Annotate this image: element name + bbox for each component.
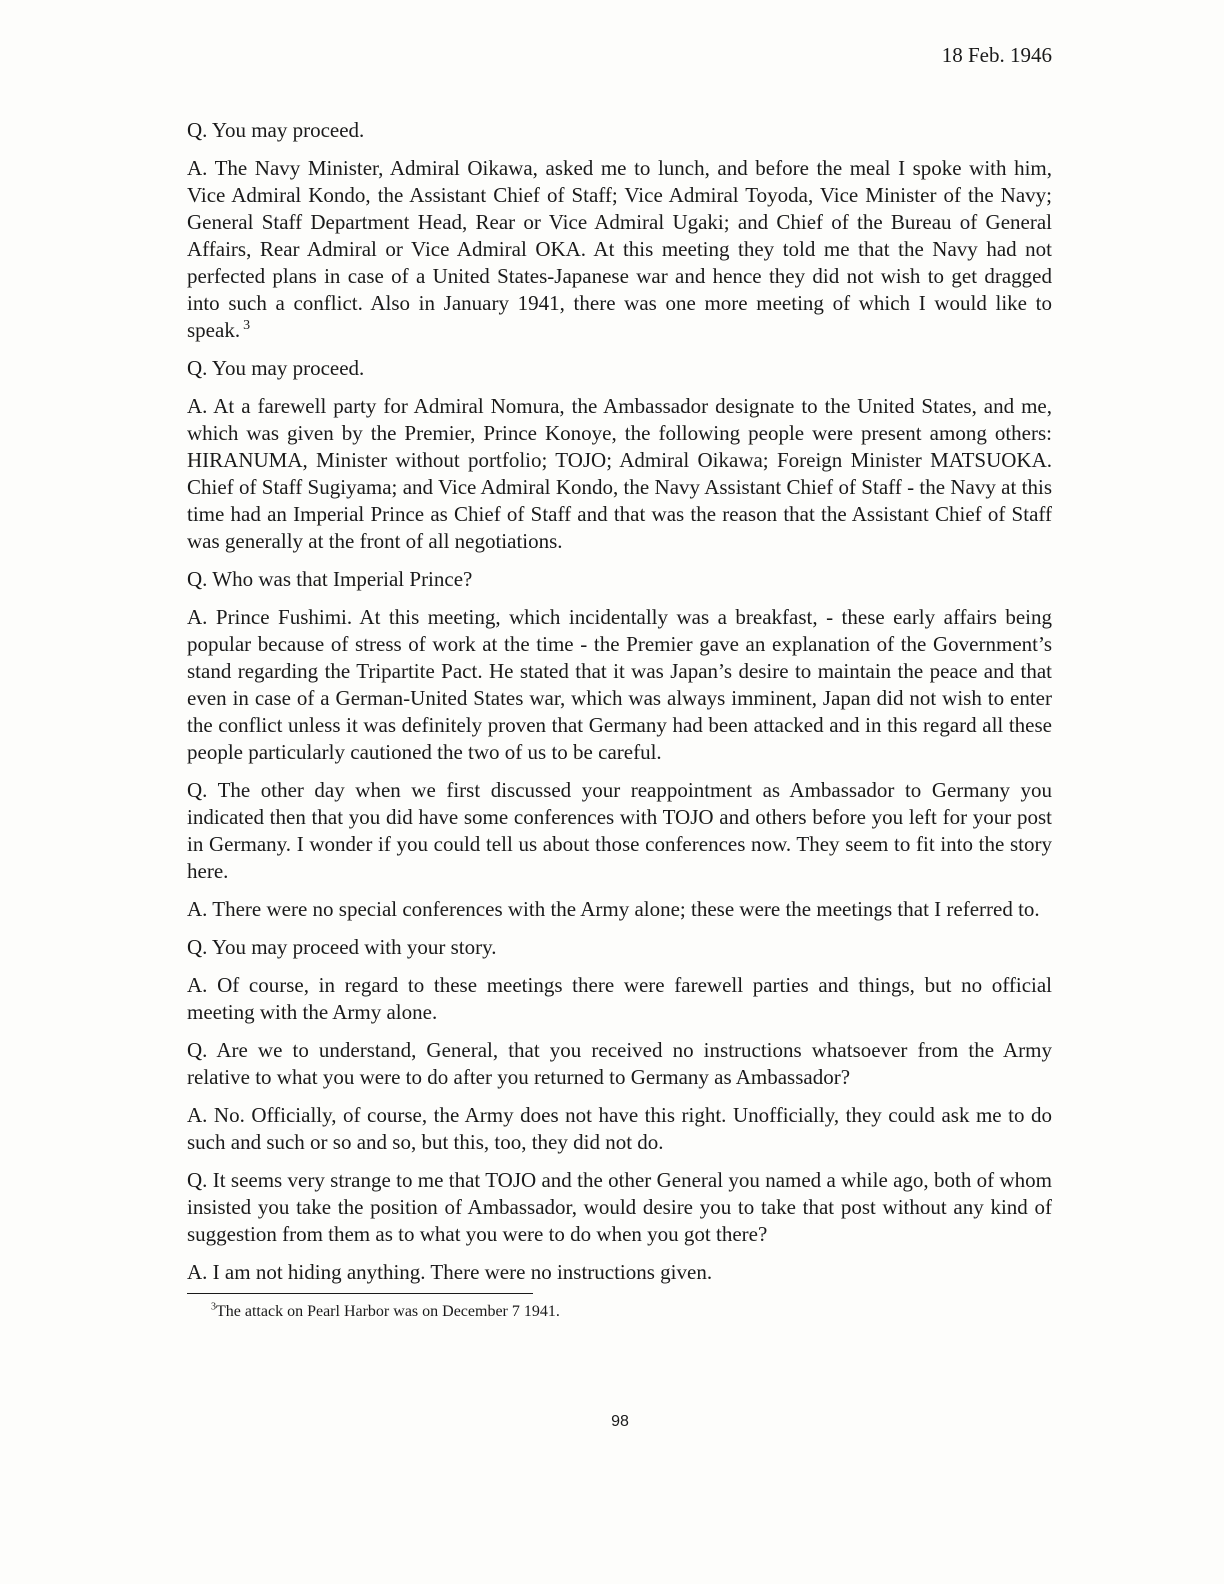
page-number: 98 bbox=[611, 1413, 629, 1430]
paragraph: Q. Are we to understand, General, that you received no instructions whatsoever from the Army relative to what you were to do after you returned to Germany as Ambassador? bbox=[187, 1038, 1052, 1089]
paragraph: A. There were no special conferences with the Army alone; these were the meetings that I referred to. bbox=[187, 897, 1040, 921]
footnote-divider bbox=[187, 1293, 533, 1294]
paragraph: Q. You may proceed. bbox=[187, 118, 365, 142]
footnote-reference: 3 bbox=[243, 318, 251, 333]
transcript-body bbox=[187, 117, 1052, 1322]
footnote bbox=[211, 1301, 1052, 1322]
paragraph: A. I am not hiding anything. There were no instructions given. bbox=[187, 1260, 713, 1284]
footnote-marker: 3 bbox=[211, 1301, 216, 1313]
paragraph: A. The Navy Minister, Admiral Oikawa, asked me to lunch, and before the meal I spoke with him, Vice Admiral Kondo, the Assistant Chief of Staff; Vice Admiral Toyoda, Vice Minister of the Navy; General Staff Department Head, Rear or Vice Admiral Ugaki; and Chief of the Bureau of General Affairs, Rear Admiral or Vice Admiral OKA. At this meeting they told me that the Navy had not perfected plans in case of a United States-Japanese war and hence they did not wish to get dragged into such a conflict. Also in January 1941, there was one more meeting of which I would like to speak. $^3$ bbox=[187, 156, 1052, 342]
paragraph: A. Prince Fushimi. At this meeting, which incidentally was a breakfast, - these early affairs being popular because of stress of work at the time - the Premier gave an explanation of the Government’s stand regarding the Tripartite Pact. He stated that it was Japan’s desire to maintain the peace and that even in case of a German-United States war, which was always imminent, Japan did not wish to enter the conflict unless it was definitely proven that Germany had been attacked and in this regard all these people particularly cautioned the two of us to be careful. bbox=[187, 605, 1052, 764]
footnote-text: The attack on Pearl Harbor was on December 7 1941. bbox=[216, 1303, 560, 1320]
header-date: 18 Feb. 1946 bbox=[941, 43, 1052, 67]
paragraph: Q. The other day when we first discussed your reappointment as Ambassador to Germany you indicated then that you did have some conferences with TOJO and others before you left for your post in Germany. I wonder if you could tell us about those conferences now. They seem to fit into the story here. bbox=[187, 778, 1052, 883]
paragraph: Q. You may proceed with your story. bbox=[187, 935, 497, 959]
paragraph: A. At a farewell party for Admiral Nomura, the Ambassador designate to the United States, and me, which was given by the Premier, Prince Konoye, the following people were present among others: HIRANUMA, Minister without portfolio; TOJO; Admiral Oikawa; Foreign Minister MATSUOKA. Chief of Staff Sugiyama; and Vice Admiral Kondo, the Navy Assistant Chief of Staff - the Navy at this time had an Imperial Prince as Chief of Staff and that was the reason that the Assistant Chief of Staff was generally at the front of all negotiations. bbox=[187, 394, 1052, 553]
paragraph: Q. Who was that Imperial Prince? bbox=[187, 567, 473, 591]
paragraph: A. Of course, in regard to these meetings there were farewell parties and things, but no official meeting with the Army alone. bbox=[187, 973, 1052, 1024]
paragraph: A. No. Officially, of course, the Army does not have this right. Unofficially, they could ask me to do such and such or so and so, but this, too, they did not do. bbox=[187, 1103, 1052, 1154]
paragraph: Q. You may proceed. bbox=[187, 356, 365, 380]
paragraph: Q. It seems very strange to me that TOJO and the other General you named a while ago, both of whom insisted you take the position of Ambassador, would desire you to take that post without any kind of suggestion from them as to what you were to do when you got there? bbox=[187, 1168, 1052, 1246]
